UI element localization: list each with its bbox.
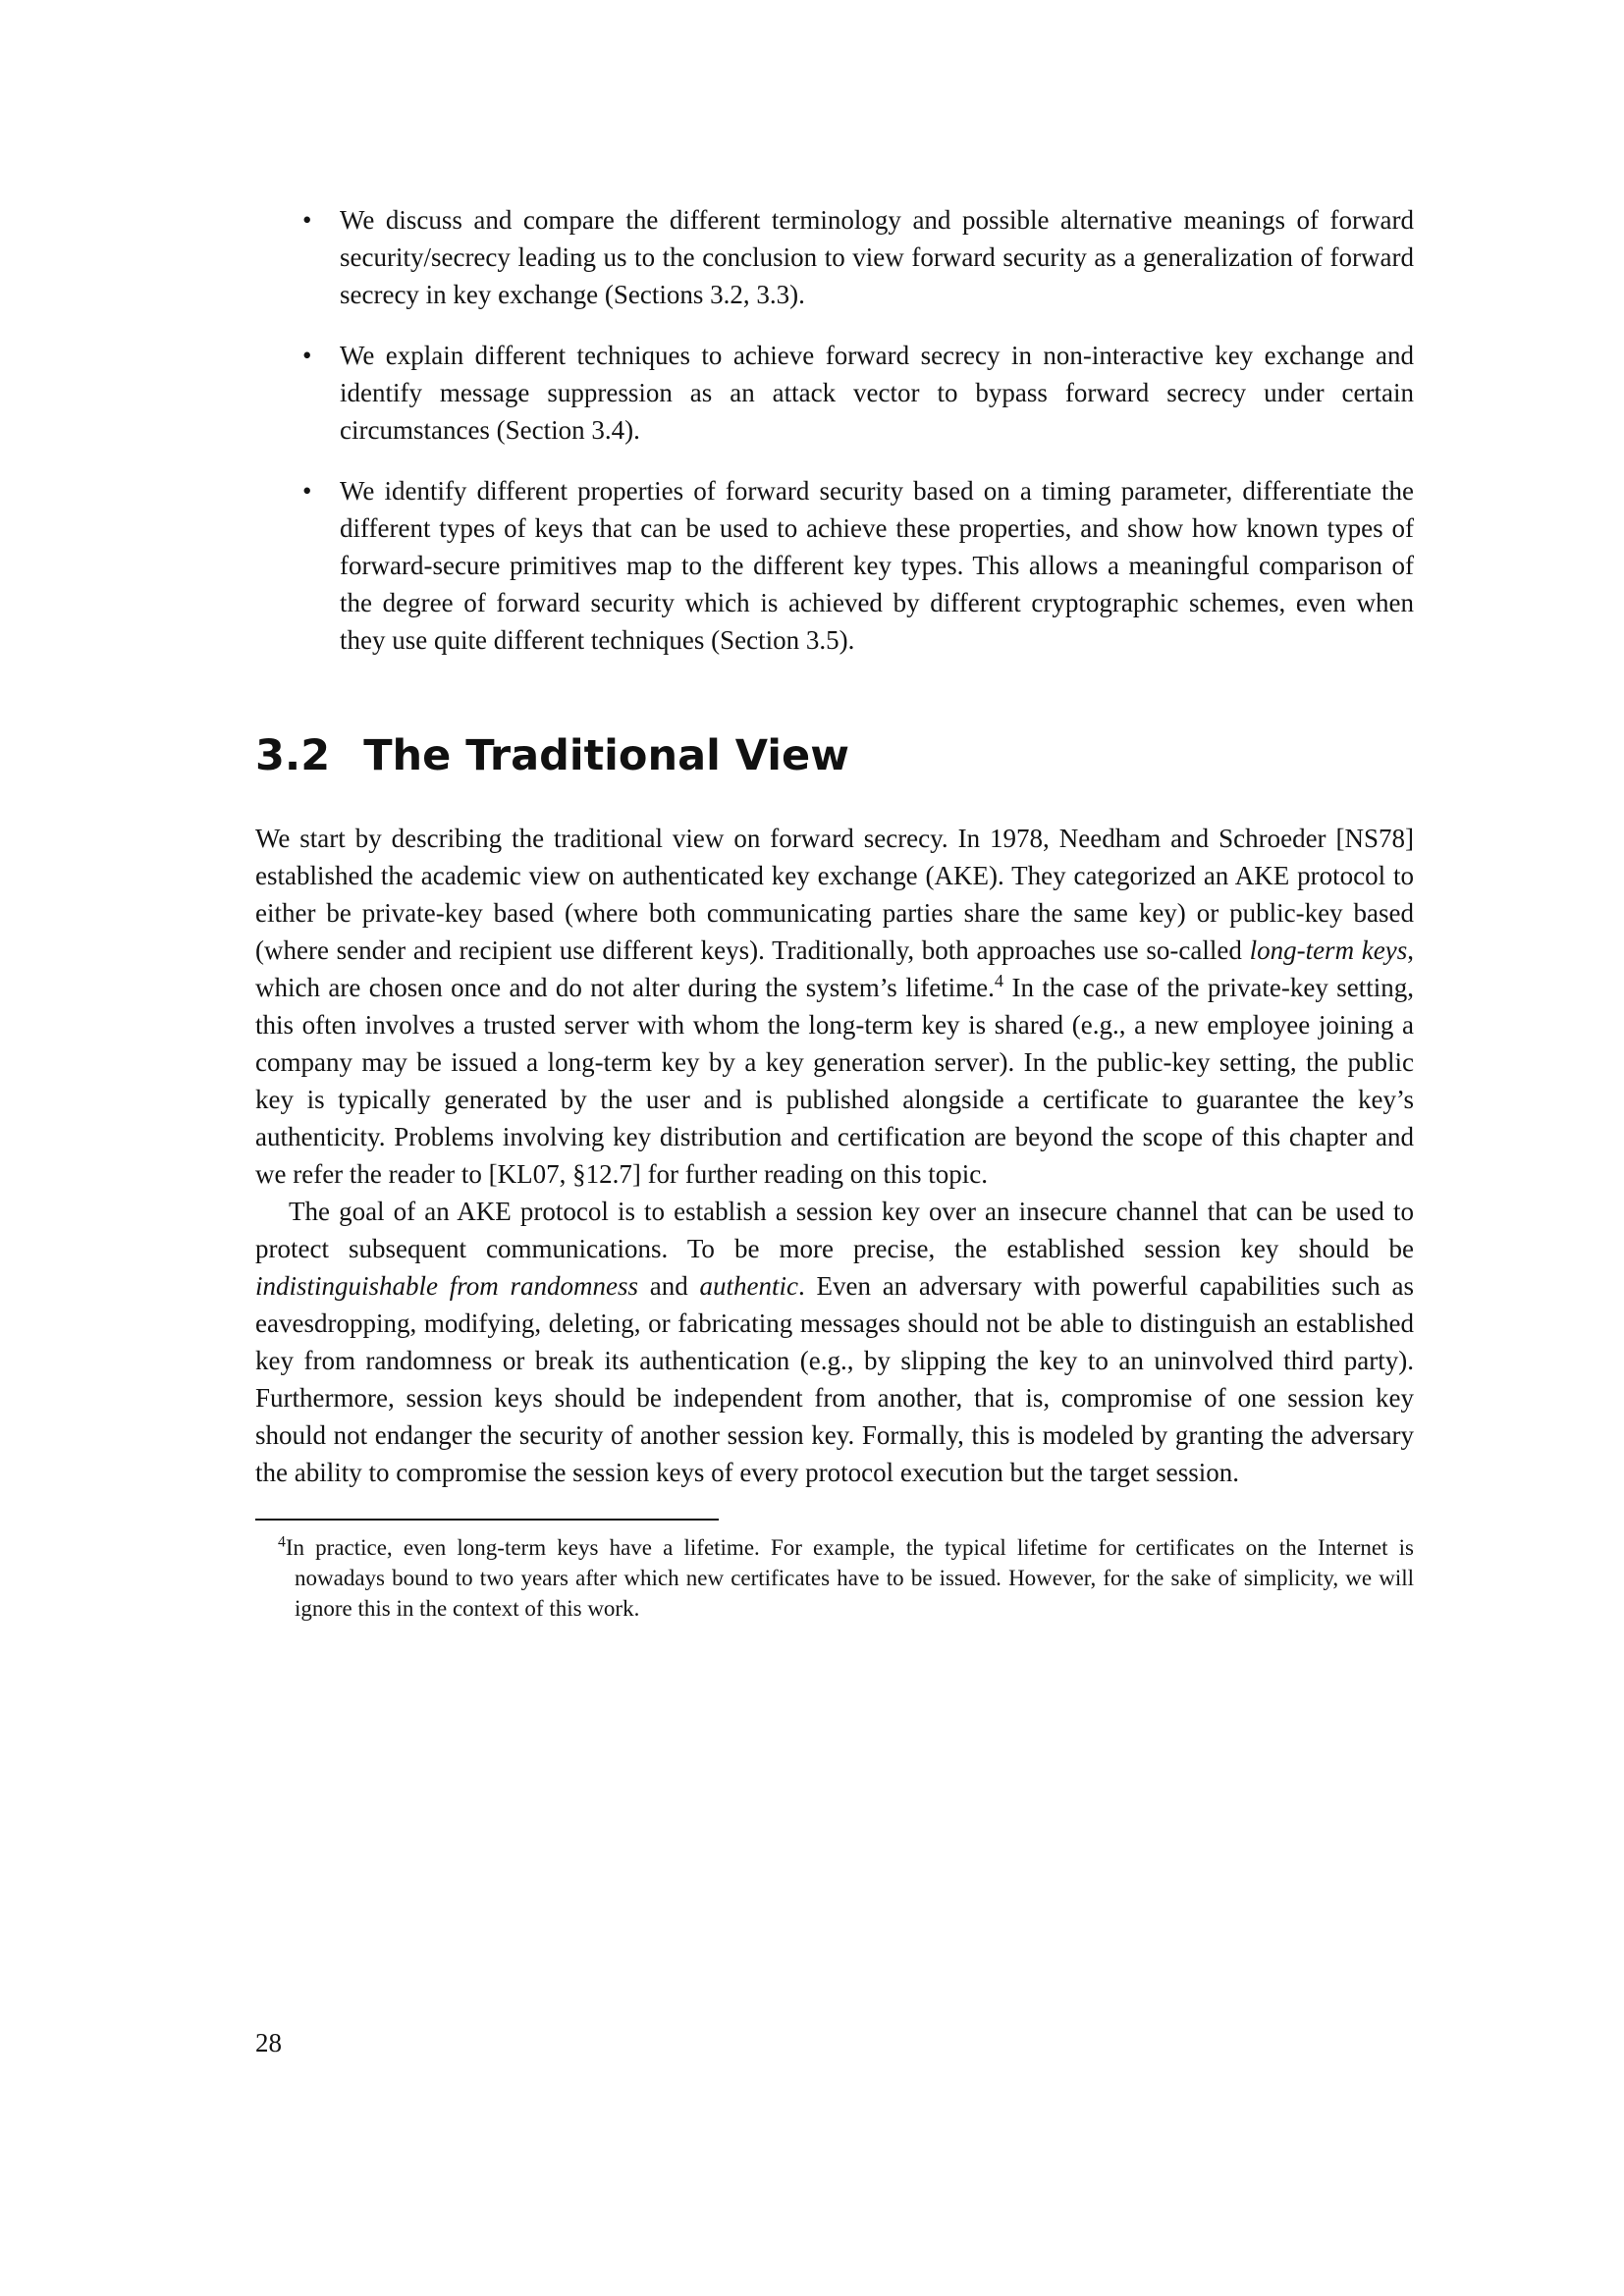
page-number: 28 (255, 2028, 282, 2057)
bullet-text: We identify different properties of forward security based on a timing parameter, differentiate the different types of keys that can be used to achieve these properties, and show how known types of forward-secure primitives map to the different key types. This allows a meaningful comparison of the degree of forward security which is achieved by different cryptographic schemes, even when they use quite different techniques (Section 3.5). (340, 476, 1414, 655)
footnote-rule (255, 1519, 719, 1521)
list-item (302, 472, 1414, 659)
section-title: The Traditional View (363, 731, 849, 780)
bullet-text: We discuss and compare the different terminology and possible alternative meanings of forward security/secrecy leading us to the conclusion to view forward security as a generalization of forward secrecy in key exchange (Sections 3.2, 3.3). (340, 205, 1414, 309)
bullet-icon: • (302, 476, 312, 506)
bullet-icon: • (302, 341, 312, 370)
list-item (302, 337, 1414, 449)
section-number: 3.2 (255, 731, 331, 780)
page-content (255, 201, 1414, 1624)
paragraph-traditional-view-1: We start by describing the traditional view on forward secrecy. In 1978, Needham and Schroeder [NS78] established the academic view on authenticated key exchange (AKE). They categorized an AKE protocol to either be private-key based (where both communicating parties share the same key) or public-key based (where sender and recipient use different keys). Traditionally, both approaches use so-called long-term keys, which are chosen once and do not alter during the system’s lifetime.$^4$ In the case of the private-key setting, this often involves a trusted server with whom the long-term key is shared (e.g., a new employee joining a company may be issued a long-term key by a key generation server). In the public-key setting, the public key is typically generated by the user and is published alongside a certificate to guarantee the key’s authenticity. Problems involving key distribution and certification are beyond the scope of this chapter and we refer the reader to [KL07, §12.7] for further reading on this topic. (255, 824, 1414, 1189)
list-item (302, 201, 1414, 313)
footnote: $^4$In practice, even long-term keys have a lifetime. For example, the typical lifetime for certificates on the Internet is nowadays bound to two years after which new certificates have to be issued. However, for the sake of simplicity, we will ignore this in the context of this work. (278, 1533, 1414, 1621)
bullet-text: We explain different techniques to achieve forward secrecy in non-interactive key exchange and identify message suppression as an attack vector to bypass forward secrecy under certain circumstances (Section 3.4). (340, 341, 1414, 445)
paragraph-traditional-view-2: The goal of an AKE protocol is to establish a session key over an insecure channel that can be used to protect subsequent communications. To be more precise, the established session key should be indistinguishable from randomness and authentic. Even an adversary with powerful capabilities such as eavesdropping, modifying, deleting, or fabricating messages should not be able to distinguish an established key from randomness or break its authentication (e.g., by slipping the key to an uninvolved third party). Furthermore, session keys should be independent from another, that is, compromise of one session key should not endanger the security of another session key. Formally, this is modeled by granting the adversary the ability to compromise the session keys of every protocol execution but the target session. (255, 1197, 1414, 1487)
section-heading (255, 731, 1414, 780)
contribution-list (255, 201, 1414, 659)
bullet-icon: • (302, 205, 312, 235)
